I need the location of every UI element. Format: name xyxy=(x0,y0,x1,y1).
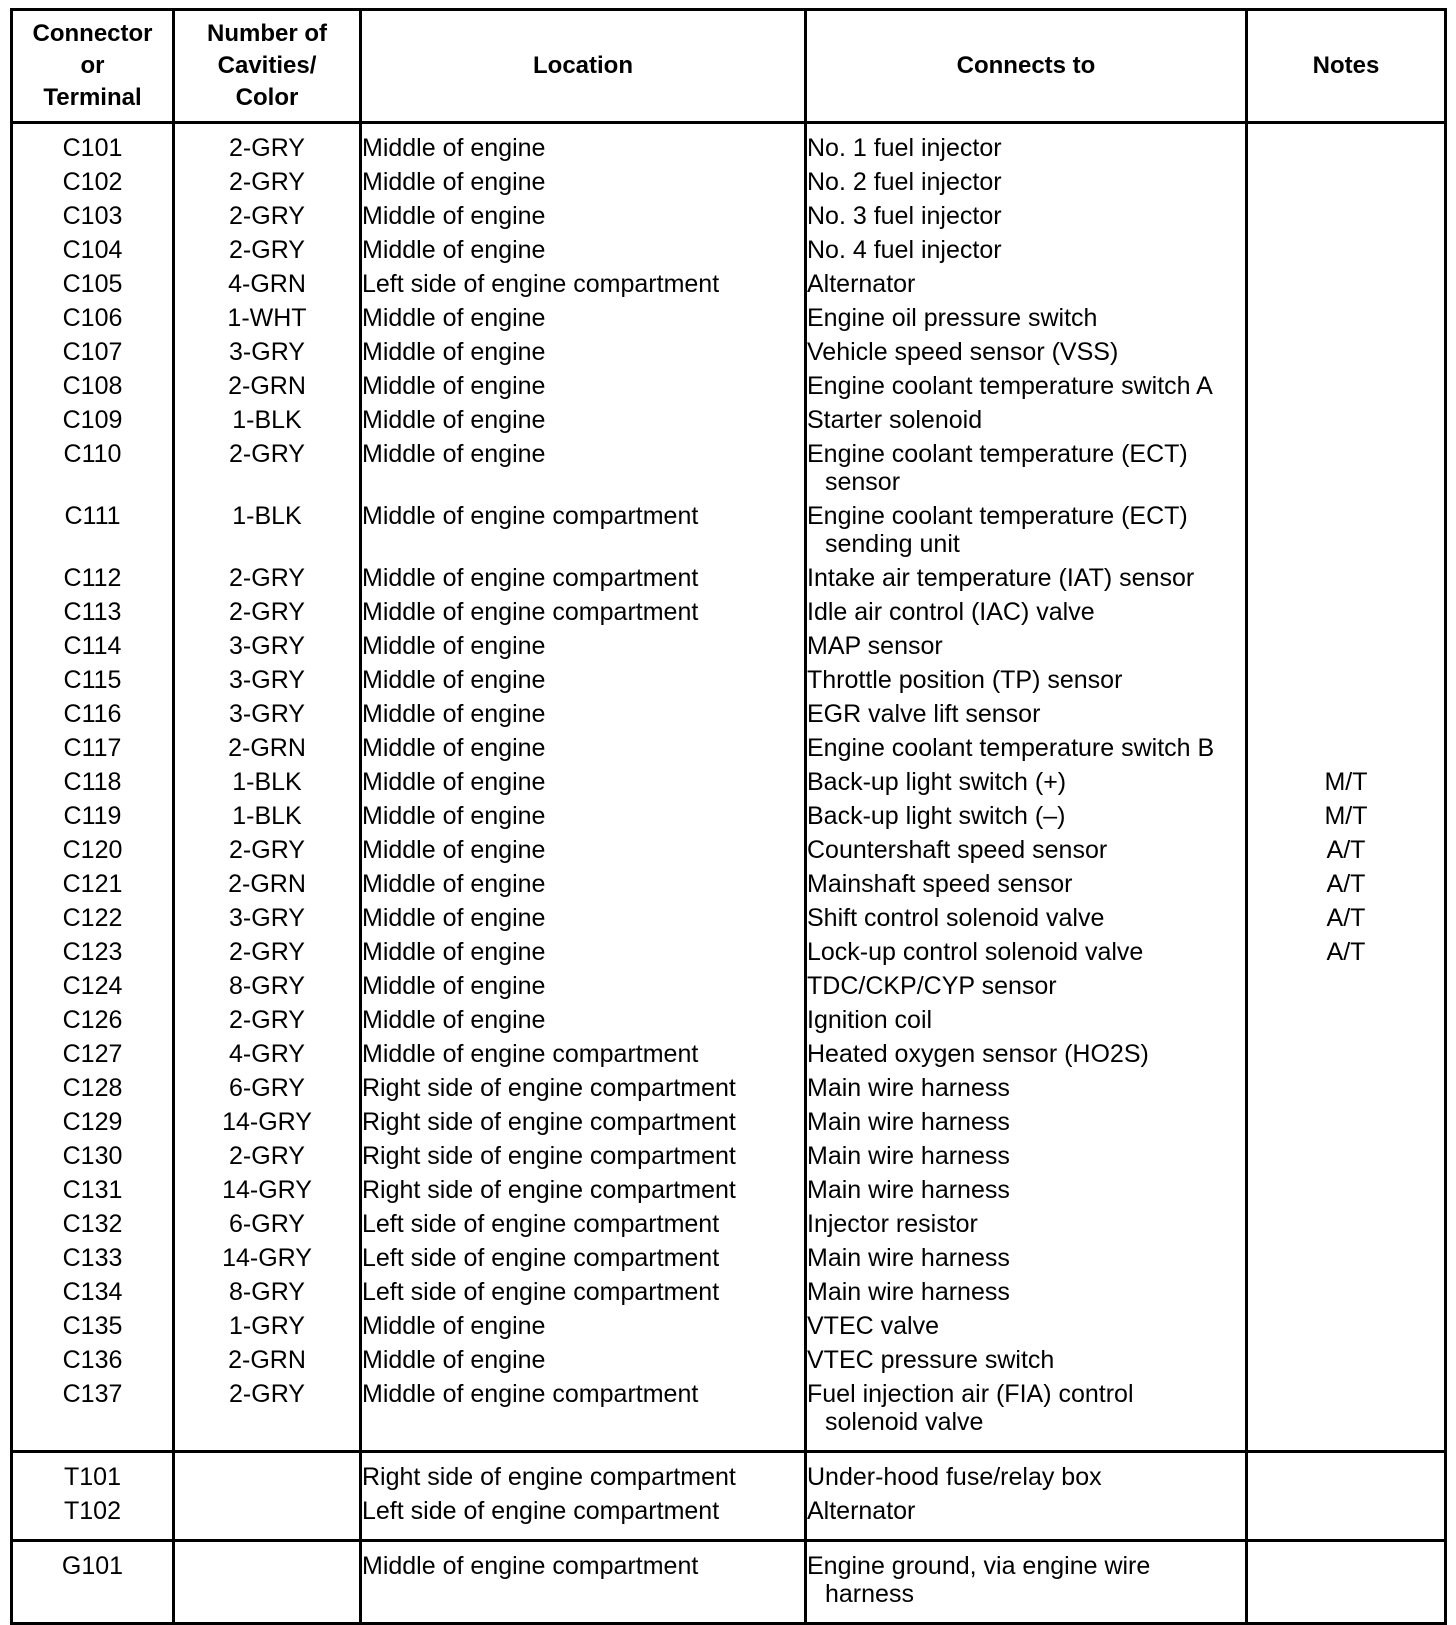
connects-to-text: Main wire harness xyxy=(807,1176,1010,1204)
connector-id: C112 xyxy=(12,561,174,595)
connector-id: C122 xyxy=(12,901,174,935)
cavities-color: 3-GRY xyxy=(174,901,361,935)
connects-to xyxy=(806,595,1247,629)
connects-to xyxy=(806,199,1247,233)
location: Middle of engine xyxy=(361,1309,806,1343)
connects-to-text: TDC/CKP/CYP sensor xyxy=(807,972,1057,1000)
notes xyxy=(1247,233,1446,267)
connector-id: C129 xyxy=(12,1105,174,1139)
table-row xyxy=(12,765,1446,799)
table-row xyxy=(12,595,1446,629)
header-location: Location xyxy=(361,10,806,123)
connects-to-text: Back-up light switch (–) xyxy=(807,802,1066,830)
header-cavities-line: Number of xyxy=(207,20,327,47)
connector-id: C132 xyxy=(12,1207,174,1241)
connector-id: C130 xyxy=(12,1139,174,1173)
location: Middle of engine xyxy=(361,1003,806,1037)
cavities-color: 3-GRY xyxy=(174,663,361,697)
connects-to xyxy=(806,833,1247,867)
table-row xyxy=(12,969,1446,1003)
location: Middle of engine xyxy=(361,403,806,437)
connects-to-text: Engine coolant temperature (ECT) xyxy=(807,502,1188,530)
connector-id: C120 xyxy=(12,833,174,867)
location: Middle of engine compartment xyxy=(361,1541,806,1624)
connects-to-text: Main wire harness xyxy=(807,1244,1010,1272)
connects-to-text: Engine coolant temperature (ECT) xyxy=(807,440,1188,468)
table-row xyxy=(12,335,1446,369)
connects-to xyxy=(806,901,1247,935)
notes xyxy=(1247,1207,1446,1241)
cavities-color: 2-GRY xyxy=(174,199,361,233)
connects-to xyxy=(806,1003,1247,1037)
connector-id: C109 xyxy=(12,403,174,437)
table-row xyxy=(12,437,1446,499)
table-row xyxy=(12,1139,1446,1173)
connects-to xyxy=(806,1494,1247,1541)
notes xyxy=(1247,663,1446,697)
table-row xyxy=(12,867,1446,901)
table-row xyxy=(12,199,1446,233)
cavities-color: 2-GRY xyxy=(174,165,361,199)
connector-id: C124 xyxy=(12,969,174,1003)
location: Middle of engine xyxy=(361,123,806,166)
header-cavities-line: Color xyxy=(235,84,299,111)
connector-id: C110 xyxy=(12,437,174,499)
cavities-color: 8-GRY xyxy=(174,969,361,1003)
connector-id: C111 xyxy=(12,499,174,561)
connector-id: C131 xyxy=(12,1173,174,1207)
location: Right side of engine compartment xyxy=(361,1071,806,1105)
connector-id: C123 xyxy=(12,935,174,969)
cavities-color: 2-GRY xyxy=(174,123,361,166)
notes xyxy=(1247,403,1446,437)
table-row xyxy=(12,1173,1446,1207)
connector-id: C113 xyxy=(12,595,174,629)
connects-to xyxy=(806,1343,1247,1377)
location: Left side of engine compartment xyxy=(361,1494,806,1541)
cavities-color: 2-GRY xyxy=(174,1003,361,1037)
table-row xyxy=(12,233,1446,267)
location: Middle of engine xyxy=(361,199,806,233)
notes xyxy=(1247,1452,1446,1495)
connects-to xyxy=(806,1105,1247,1139)
cavities-color: 4-GRN xyxy=(174,267,361,301)
connects-to xyxy=(806,935,1247,969)
location: Left side of engine compartment xyxy=(361,1207,806,1241)
connector-id: C108 xyxy=(12,369,174,403)
notes: A/T xyxy=(1247,833,1446,867)
cavities-color: 14-GRY xyxy=(174,1105,361,1139)
table-row xyxy=(12,1494,1446,1541)
connects-to xyxy=(806,1173,1247,1207)
connects-to xyxy=(806,403,1247,437)
table-row xyxy=(12,1241,1446,1275)
cavities-color xyxy=(174,1452,361,1495)
header-connector-line: Connector xyxy=(32,20,153,47)
connector-id: C105 xyxy=(12,267,174,301)
connects-to-text: Under-hood fuse/relay box xyxy=(807,1463,1102,1491)
header-notes: Notes xyxy=(1247,10,1446,123)
cavities-color: 1-GRY xyxy=(174,1309,361,1343)
table-row xyxy=(12,833,1446,867)
connects-to-text: Main wire harness xyxy=(807,1142,1010,1170)
location: Middle of engine xyxy=(361,629,806,663)
table-row xyxy=(12,403,1446,437)
location: Middle of engine xyxy=(361,935,806,969)
cavities-color: 2-GRN xyxy=(174,1343,361,1377)
connector-id: C119 xyxy=(12,799,174,833)
notes xyxy=(1247,1139,1446,1173)
table-row xyxy=(12,123,1446,166)
connects-to-text: Intake air temperature (IAT) sensor xyxy=(807,564,1195,592)
location: Middle of engine xyxy=(361,437,806,499)
location: Middle of engine compartment xyxy=(361,1037,806,1071)
connects-to-text: No. 2 fuel injector xyxy=(807,168,1002,196)
notes: A/T xyxy=(1247,901,1446,935)
notes: A/T xyxy=(1247,935,1446,969)
notes xyxy=(1247,561,1446,595)
notes xyxy=(1247,1541,1446,1624)
connects-to-text: Lock-up control solenoid valve xyxy=(807,938,1144,966)
connector-id: G101 xyxy=(12,1541,174,1624)
table-row xyxy=(12,697,1446,731)
cavities-color: 2-GRN xyxy=(174,867,361,901)
cavities-color: 2-GRY xyxy=(174,833,361,867)
cavities-color: 3-GRY xyxy=(174,697,361,731)
connects-to-text: Alternator xyxy=(807,270,916,298)
notes xyxy=(1247,731,1446,765)
connects-to-text: VTEC valve xyxy=(807,1312,939,1340)
connector-id: C121 xyxy=(12,867,174,901)
notes xyxy=(1247,199,1446,233)
connects-to-text: Back-up light switch (+) xyxy=(807,768,1067,796)
location: Middle of engine xyxy=(361,799,806,833)
connector-id: C103 xyxy=(12,199,174,233)
connects-to-text: Main wire harness xyxy=(807,1278,1010,1306)
table-row xyxy=(12,165,1446,199)
connector-id: C116 xyxy=(12,697,174,731)
connects-to-text: Starter solenoid xyxy=(807,406,983,434)
terminal-group xyxy=(12,1452,1446,1541)
cavities-color: 1-BLK xyxy=(174,765,361,799)
notes xyxy=(1247,165,1446,199)
notes xyxy=(1247,1275,1446,1309)
table-row xyxy=(12,1343,1446,1377)
location: Right side of engine compartment xyxy=(361,1139,806,1173)
connector-group xyxy=(12,123,1446,1452)
connector-id: C133 xyxy=(12,1241,174,1275)
table-row xyxy=(12,663,1446,697)
connector-id: C106 xyxy=(12,301,174,335)
cavities-color: 2-GRY xyxy=(174,233,361,267)
cavities-color: 8-GRY xyxy=(174,1275,361,1309)
table-row xyxy=(12,301,1446,335)
connects-to-text: VTEC pressure switch xyxy=(807,1346,1055,1374)
connects-to-text: Fuel injection air (FIA) control xyxy=(807,1380,1134,1408)
table-row xyxy=(12,731,1446,765)
connector-id: C126 xyxy=(12,1003,174,1037)
connects-to-text: Heated oxygen sensor (HO2S) xyxy=(807,1040,1149,1068)
connector-id: C107 xyxy=(12,335,174,369)
cavities-color: 6-GRY xyxy=(174,1071,361,1105)
location: Left side of engine compartment xyxy=(361,1275,806,1309)
connects-to-text: Injector resistor xyxy=(807,1210,978,1238)
connects-to-continuation: sensor xyxy=(825,468,901,496)
cavities-color: 1-BLK xyxy=(174,799,361,833)
connector-id: C114 xyxy=(12,629,174,663)
connects-to-continuation: harness xyxy=(825,1580,914,1608)
connects-to-text: Idle air control (IAC) valve xyxy=(807,598,1095,626)
notes xyxy=(1247,123,1446,166)
notes xyxy=(1247,267,1446,301)
connector-id: C118 xyxy=(12,765,174,799)
cavities-color: 2-GRY xyxy=(174,935,361,969)
connects-to xyxy=(806,1139,1247,1173)
connector-id: C127 xyxy=(12,1037,174,1071)
notes xyxy=(1247,629,1446,663)
connects-to xyxy=(806,1377,1247,1452)
connects-to-text: Engine oil pressure switch xyxy=(807,304,1098,332)
notes: M/T xyxy=(1247,799,1446,833)
table-row xyxy=(12,1207,1446,1241)
connector-id: C137 xyxy=(12,1377,174,1452)
cavities-color: 2-GRY xyxy=(174,1377,361,1452)
connects-to xyxy=(806,663,1247,697)
connects-to xyxy=(806,301,1247,335)
location: Middle of engine xyxy=(361,165,806,199)
cavities-color: 2-GRY xyxy=(174,561,361,595)
connects-to-text: Shift control solenoid valve xyxy=(807,904,1105,932)
connector-id: C102 xyxy=(12,165,174,199)
location: Middle of engine compartment xyxy=(361,499,806,561)
location: Left side of engine compartment xyxy=(361,1241,806,1275)
connects-to xyxy=(806,1071,1247,1105)
table-row xyxy=(12,369,1446,403)
connects-to xyxy=(806,437,1247,499)
table-row xyxy=(12,267,1446,301)
cavities-color: 2-GRY xyxy=(174,437,361,499)
connects-to-text: Ignition coil xyxy=(807,1006,933,1034)
cavities-color: 14-GRY xyxy=(174,1173,361,1207)
cavities-color: 4-GRY xyxy=(174,1037,361,1071)
header-cavities xyxy=(174,10,361,123)
connector-id: C128 xyxy=(12,1071,174,1105)
table-row xyxy=(12,1275,1446,1309)
connects-to-text: Engine coolant temperature switch B xyxy=(807,734,1215,762)
connects-to xyxy=(806,233,1247,267)
notes xyxy=(1247,1343,1446,1377)
header-cavities-line: Cavities/ xyxy=(217,52,317,79)
connects-to-text: Alternator xyxy=(807,1497,916,1525)
connector-table xyxy=(10,8,1447,1625)
connects-to-text: Engine coolant temperature switch A xyxy=(807,372,1213,400)
cavities-color: 2-GRY xyxy=(174,595,361,629)
table-row xyxy=(12,1452,1446,1495)
connects-to xyxy=(806,1241,1247,1275)
connects-to xyxy=(806,969,1247,1003)
cavities-color xyxy=(174,1494,361,1541)
notes: A/T xyxy=(1247,867,1446,901)
notes xyxy=(1247,1309,1446,1343)
connects-to-text: Vehicle speed sensor (VSS) xyxy=(807,338,1119,366)
notes xyxy=(1247,437,1446,499)
table-row xyxy=(12,561,1446,595)
table-row xyxy=(12,1003,1446,1037)
table-row xyxy=(12,935,1446,969)
cavities-color: 2-GRN xyxy=(174,369,361,403)
connects-to xyxy=(806,335,1247,369)
notes xyxy=(1247,1241,1446,1275)
connects-to-text: MAP sensor xyxy=(807,632,943,660)
connects-to xyxy=(806,799,1247,833)
location: Middle of engine xyxy=(361,901,806,935)
connector-id: T101 xyxy=(12,1452,174,1495)
cavities-color: 1-BLK xyxy=(174,403,361,437)
connector-id: C134 xyxy=(12,1275,174,1309)
connector-id: C104 xyxy=(12,233,174,267)
header-connector xyxy=(12,10,174,123)
connects-to xyxy=(806,1037,1247,1071)
location: Left side of engine compartment xyxy=(361,267,806,301)
connects-to-text: Main wire harness xyxy=(807,1108,1010,1136)
cavities-color xyxy=(174,1541,361,1624)
connector-id: C135 xyxy=(12,1309,174,1343)
cavities-color: 1-BLK xyxy=(174,499,361,561)
connects-to xyxy=(806,1309,1247,1343)
ground-group xyxy=(12,1541,1446,1624)
table-row xyxy=(12,499,1446,561)
notes xyxy=(1247,969,1446,1003)
header-connector-line: Terminal xyxy=(43,84,142,111)
connects-to xyxy=(806,867,1247,901)
connects-to xyxy=(806,561,1247,595)
notes xyxy=(1247,1037,1446,1071)
connects-to xyxy=(806,1275,1247,1309)
connects-to xyxy=(806,1207,1247,1241)
location: Middle of engine xyxy=(361,663,806,697)
connects-to-text: Mainshaft speed sensor xyxy=(807,870,1073,898)
location: Middle of engine xyxy=(361,867,806,901)
location: Right side of engine compartment xyxy=(361,1105,806,1139)
table-row xyxy=(12,629,1446,663)
connects-to xyxy=(806,267,1247,301)
location: Middle of engine xyxy=(361,335,806,369)
notes: M/T xyxy=(1247,765,1446,799)
notes xyxy=(1247,1377,1446,1452)
connector-id: C101 xyxy=(12,123,174,166)
connects-to-text: No. 1 fuel injector xyxy=(807,134,1002,162)
table-row xyxy=(12,901,1446,935)
notes xyxy=(1247,1105,1446,1139)
notes xyxy=(1247,369,1446,403)
location: Middle of engine xyxy=(361,369,806,403)
header-connects-to: Connects to xyxy=(806,10,1247,123)
connects-to xyxy=(806,123,1247,166)
connector-table-page xyxy=(10,8,1444,1608)
location: Middle of engine xyxy=(361,301,806,335)
connects-to xyxy=(806,499,1247,561)
connects-to xyxy=(806,165,1247,199)
connects-to xyxy=(806,731,1247,765)
notes xyxy=(1247,595,1446,629)
location: Middle of engine compartment xyxy=(361,595,806,629)
cavities-color: 14-GRY xyxy=(174,1241,361,1275)
table-row xyxy=(12,1309,1446,1343)
table-row xyxy=(12,1105,1446,1139)
connector-id: C136 xyxy=(12,1343,174,1377)
notes xyxy=(1247,1494,1446,1541)
notes xyxy=(1247,1003,1446,1037)
location: Middle of engine compartment xyxy=(361,1377,806,1452)
connects-to-text: Throttle position (TP) sensor xyxy=(807,666,1123,694)
cavities-color: 2-GRN xyxy=(174,731,361,765)
connects-to-text: Countershaft speed sensor xyxy=(807,836,1108,864)
notes xyxy=(1247,301,1446,335)
header-connector-line: or xyxy=(80,52,105,79)
location: Right side of engine compartment xyxy=(361,1452,806,1495)
header-row xyxy=(12,10,1446,123)
connects-to xyxy=(806,1541,1247,1624)
location: Middle of engine xyxy=(361,969,806,1003)
connects-to xyxy=(806,765,1247,799)
connects-to-text: Main wire harness xyxy=(807,1074,1010,1102)
location: Middle of engine xyxy=(361,731,806,765)
location: Right side of engine compartment xyxy=(361,1173,806,1207)
location: Middle of engine xyxy=(361,697,806,731)
location: Middle of engine compartment xyxy=(361,561,806,595)
connects-to-text: No. 4 fuel injector xyxy=(807,236,1002,264)
table-row xyxy=(12,1541,1446,1624)
connects-to-continuation: sending unit xyxy=(825,530,960,558)
cavities-color: 3-GRY xyxy=(174,335,361,369)
connects-to-text: Engine ground, via engine wire xyxy=(807,1552,1151,1580)
cavities-color: 2-GRY xyxy=(174,1139,361,1173)
location: Middle of engine xyxy=(361,233,806,267)
table-row xyxy=(12,1071,1446,1105)
cavities-color: 6-GRY xyxy=(174,1207,361,1241)
connects-to-continuation: solenoid valve xyxy=(825,1408,984,1436)
connects-to xyxy=(806,697,1247,731)
connects-to xyxy=(806,369,1247,403)
notes xyxy=(1247,1071,1446,1105)
connector-id: C117 xyxy=(12,731,174,765)
location: Middle of engine xyxy=(361,1343,806,1377)
cavities-color: 1-WHT xyxy=(174,301,361,335)
location: Middle of engine xyxy=(361,833,806,867)
table-row xyxy=(12,1377,1446,1452)
location: Middle of engine xyxy=(361,765,806,799)
table-row xyxy=(12,799,1446,833)
notes xyxy=(1247,335,1446,369)
notes xyxy=(1247,499,1446,561)
connects-to xyxy=(806,629,1247,663)
connects-to-text: EGR valve lift sensor xyxy=(807,700,1041,728)
notes xyxy=(1247,697,1446,731)
connector-id: C115 xyxy=(12,663,174,697)
notes xyxy=(1247,1173,1446,1207)
connects-to xyxy=(806,1452,1247,1495)
connector-id: T102 xyxy=(12,1494,174,1541)
cavities-color: 3-GRY xyxy=(174,629,361,663)
connects-to-text: No. 3 fuel injector xyxy=(807,202,1002,230)
table-row xyxy=(12,1037,1446,1071)
